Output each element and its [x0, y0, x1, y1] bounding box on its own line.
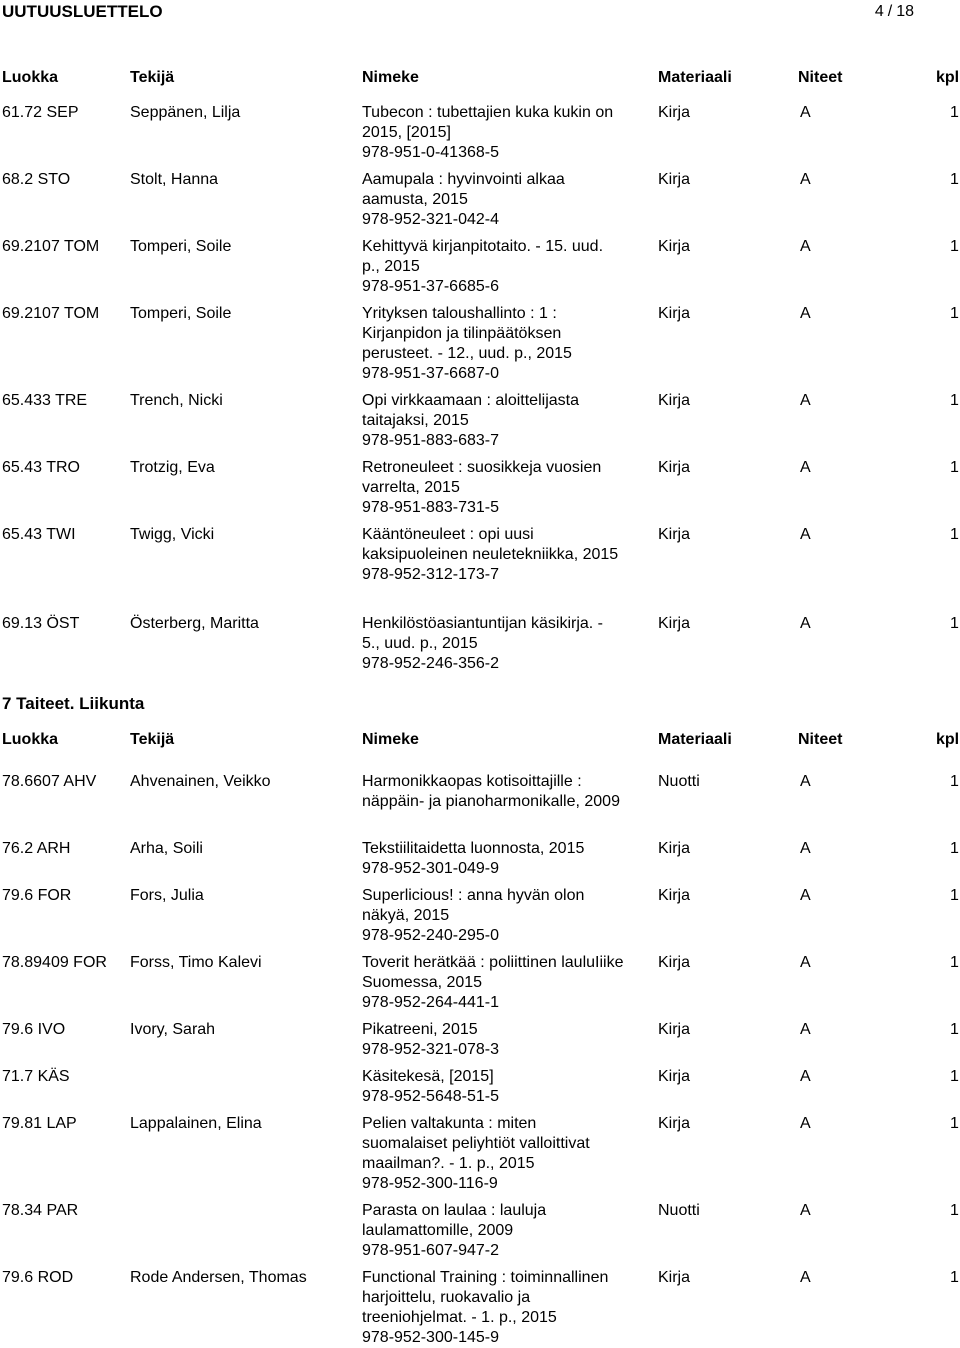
column-header-tekija: Tekijä [130, 69, 175, 86]
kpl-cell: 1 [950, 1068, 959, 1085]
materiaali-cell: Kirja [658, 615, 691, 632]
kpl-cell: 1 [950, 954, 959, 971]
tekija-cell: Arha, Soili [130, 840, 203, 857]
isbn-text: 978-952-300-116-9 [362, 1175, 498, 1192]
isbn-text: 978-951-37-6685-6 [362, 278, 499, 295]
tekija-cell: Twigg, Vicki [130, 526, 215, 543]
luokka-cell: 69.13 ÖST [2, 615, 80, 632]
luokka-cell: 61.72 SEP [2, 104, 79, 121]
luokka-cell: 65.433 TRE [2, 392, 88, 409]
kpl-cell: 1 [950, 392, 959, 409]
column-header-niteet: Niteet [798, 731, 843, 748]
kpl-cell: 1 [950, 1115, 959, 1132]
luokka-cell: 78.89409 FOR [2, 954, 107, 971]
nimeke-cell [362, 237, 624, 297]
title-text: Käsitekesä, [2015] [362, 1068, 494, 1085]
title-text: Superlicious! : anna hyvän olon näkyä, 2015 [362, 887, 585, 924]
title-text: Retroneuleet : suosikkeja vuosien varrelta, 2015 [362, 459, 602, 496]
isbn-text: 978-951-883-683-7 [362, 432, 499, 449]
isbn-text: 978-952-321-078-3 [362, 1041, 499, 1058]
nimeke-cell [362, 614, 624, 674]
column-header-kpl: kpl [936, 731, 960, 748]
page-separator: / [887, 3, 893, 20]
luokka-cell: 65.43 TRO [2, 459, 80, 476]
catalog-section-1 [0, 68, 960, 672]
materiaali-cell: Kirja [658, 1115, 691, 1132]
materiaali-cell: Kirja [658, 526, 691, 543]
tekija-cell: Seppänen, Lilja [130, 104, 241, 121]
kpl-cell: 1 [950, 615, 959, 632]
materiaali-cell: Kirja [658, 305, 691, 322]
tekija-cell: Lappalainen, Elina [130, 1115, 262, 1132]
isbn-text: 978-952-301-049-9 [362, 860, 499, 877]
niteet-cell: A [800, 1021, 811, 1038]
isbn-text: 978-952-246-356-2 [362, 655, 499, 672]
title-text: Yrityksen taloushallinto : 1 : Kirjanpidon ja tilinpäätöksen perusteet. - 12., uud. p., 2015 [362, 305, 572, 362]
column-header-nimeke: Nimeke [362, 69, 419, 86]
kpl-cell: 1 [950, 773, 959, 790]
niteet-cell: A [800, 1068, 811, 1085]
title-text: Pelien valtakunta : miten suomalaiset peliyhtiöt valloittivat maailman?. - 1. p., 2015 [362, 1115, 590, 1172]
tekija-cell: Österberg, Maritta [130, 615, 259, 632]
column-header-luokka: Luokka [2, 731, 59, 748]
isbn-text: 978-952-300-145-9 [362, 1329, 499, 1346]
materiaali-cell: Kirja [658, 887, 691, 904]
catalog-section-2 [0, 730, 960, 1346]
niteet-cell: A [800, 840, 811, 857]
luokka-cell: 79.6 ROD [2, 1269, 74, 1286]
materiaali-cell: Kirja [658, 171, 691, 188]
nimeke-cell [362, 1201, 624, 1261]
tekija-cell: Tomperi, Soile [130, 238, 232, 255]
materiaali-cell: Kirja [658, 104, 691, 121]
isbn-text: 978-952-321-042-4 [362, 211, 499, 228]
title-text: Opi virkkaamaan : aloittelijasta taitajaksi, 2015 [362, 392, 579, 429]
title-text: Henkilöstöasiantuntijan käsikirja. - 5., uud. p., 2015 [362, 615, 603, 652]
materiaali-cell: Kirja [658, 392, 691, 409]
luokka-cell: 69.2107 TOM [2, 305, 100, 322]
tekija-cell: Ahvenainen, Veikko [130, 773, 271, 790]
luokka-cell: 78.34 PAR [2, 1202, 79, 1219]
luokka-cell: 65.43 TWI [2, 526, 76, 543]
materiaali-cell: Kirja [658, 954, 691, 971]
column-header-tekija: Tekijä [130, 731, 175, 748]
title-text: Kehittyvä kirjanpitotaito. - 15. uud. p., 2015 [362, 238, 604, 275]
kpl-cell: 1 [950, 305, 959, 322]
tekija-cell: Rode Andersen, Thomas [130, 1269, 307, 1286]
luokka-cell: 68.2 STO [2, 171, 71, 188]
column-header-nimeke: Nimeke [362, 731, 419, 748]
kpl-cell: 1 [950, 104, 959, 121]
tekija-cell: Stolt, Hanna [130, 171, 219, 188]
kpl-cell: 1 [950, 238, 959, 255]
tekija-cell: Tomperi, Soile [130, 305, 232, 322]
nimeke-cell [362, 1268, 624, 1348]
niteet-cell: A [800, 171, 811, 188]
isbn-text: 978-951-37-6687-0 [362, 365, 499, 382]
luokka-cell: 69.2107 TOM [2, 238, 100, 255]
title-text: Functional Training : toiminnallinen harjoittelu, ruokavalio ja treeniohjelmat. - 1. p., 2015 [362, 1269, 609, 1326]
kpl-cell: 1 [950, 459, 959, 476]
materiaali-cell: Kirja [658, 1269, 691, 1286]
kpl-cell: 1 [950, 1269, 959, 1286]
title-text: Harmonikkaopas kotisoittajille : näppäin- ja pianoharmonikalle, 2009 [362, 773, 620, 810]
luokka-cell: 78.6607 AHV [2, 773, 97, 790]
nimeke-cell [362, 1114, 624, 1194]
nimeke-cell [362, 391, 624, 451]
nimeke-cell [362, 103, 624, 163]
nimeke-cell [362, 953, 624, 1013]
nimeke-cell [362, 170, 624, 230]
materiaali-cell: Kirja [658, 459, 691, 476]
isbn-text: 978-952-264-441-1 [362, 994, 499, 1011]
niteet-cell: A [800, 305, 811, 322]
niteet-cell: A [800, 1269, 811, 1286]
tekija-cell: Forss, Timo Kalevi [130, 954, 262, 971]
niteet-cell: A [800, 887, 811, 904]
column-header-kpl: kpl [936, 69, 960, 86]
nimeke-cell [362, 839, 624, 879]
column-header-row [0, 730, 960, 750]
kpl-cell: 1 [950, 887, 959, 904]
niteet-cell: A [800, 773, 811, 790]
tekija-cell: Trench, Nicki [130, 392, 223, 409]
title-text: Pikatreeni, 2015 [362, 1021, 478, 1038]
tekija-cell: Ivory, Sarah [130, 1021, 216, 1038]
isbn-text: 978-952-5648-51-5 [362, 1088, 499, 1105]
luokka-cell: 79.6 FOR [2, 887, 72, 904]
column-header-row [0, 68, 960, 88]
column-header-materiaali: Materiaali [658, 69, 732, 86]
tekija-cell: Fors, Julia [130, 887, 204, 904]
niteet-cell: A [800, 526, 811, 543]
column-header-niteet: Niteet [798, 69, 843, 86]
page-current: 4 [874, 3, 884, 20]
materiaali-cell: Kirja [658, 840, 691, 857]
niteet-cell: A [800, 238, 811, 255]
nimeke-cell [362, 304, 624, 384]
title-text: Tekstiilitaidetta luonnosta, 2015 [362, 840, 585, 857]
title-text: Tubecon : tubettajien kuka kukin on 2015, [2015] [362, 104, 614, 141]
materiaali-cell: Nuotti [658, 1202, 700, 1219]
isbn-text: 978-951-0-41368-5 [362, 144, 499, 161]
isbn-text: 978-951-607-947-2 [362, 1242, 499, 1259]
nimeke-cell [362, 772, 624, 812]
niteet-cell: A [800, 1202, 811, 1219]
luokka-cell: 76.2 ARH [2, 840, 71, 857]
kpl-cell: 1 [950, 171, 959, 188]
luokka-cell: 71.7 KÄS [2, 1068, 70, 1085]
column-header-materiaali: Materiaali [658, 731, 732, 748]
materiaali-cell: Nuotti [658, 773, 700, 790]
kpl-cell: 1 [950, 840, 959, 857]
niteet-cell: A [800, 615, 811, 632]
title-text: Aamupala : hyvinvointi alkaa aamusta, 2015 [362, 171, 565, 208]
isbn-text: 978-952-312-173-7 [362, 566, 499, 583]
luokka-cell: 79.6 IVO [2, 1021, 66, 1038]
section-heading: 7 Taiteet. Liikunta [2, 694, 145, 713]
column-header-luokka: Luokka [2, 69, 59, 86]
tekija-cell: Trotzig, Eva [130, 459, 215, 476]
materiaali-cell: Kirja [658, 1068, 691, 1085]
luokka-cell: 79.81 LAP [2, 1115, 77, 1132]
materiaali-cell: Kirja [658, 238, 691, 255]
niteet-cell: A [800, 392, 811, 409]
nimeke-cell [362, 458, 624, 518]
kpl-cell: 1 [950, 526, 959, 543]
title-text: Parasta on laulaa : lauluja laulamattomille, 2009 [362, 1202, 547, 1239]
isbn-text: 978-951-883-731-5 [362, 499, 499, 516]
niteet-cell: A [800, 954, 811, 971]
title-text: Kääntöneuleet : opi uusi kaksipuoleinen neuletekniikka, 2015 [362, 526, 619, 563]
title-text: Toverit herätkää : poliittinen lauluIiike Suomessa, 2015 [362, 954, 624, 991]
kpl-cell: 1 [950, 1202, 959, 1219]
niteet-cell: A [800, 104, 811, 121]
page-total: 18 [896, 3, 914, 20]
niteet-cell: A [800, 1115, 811, 1132]
isbn-text: 978-952-240-295-0 [362, 927, 499, 944]
nimeke-cell [362, 525, 624, 585]
document-title: UUTUUSLUETTELO [2, 2, 163, 21]
niteet-cell: A [800, 459, 811, 476]
materiaali-cell: Kirja [658, 1021, 691, 1038]
nimeke-cell [362, 1020, 624, 1060]
kpl-cell: 1 [950, 1021, 959, 1038]
page-indicator [875, 2, 914, 22]
nimeke-cell [362, 886, 624, 946]
nimeke-cell [362, 1067, 624, 1107]
